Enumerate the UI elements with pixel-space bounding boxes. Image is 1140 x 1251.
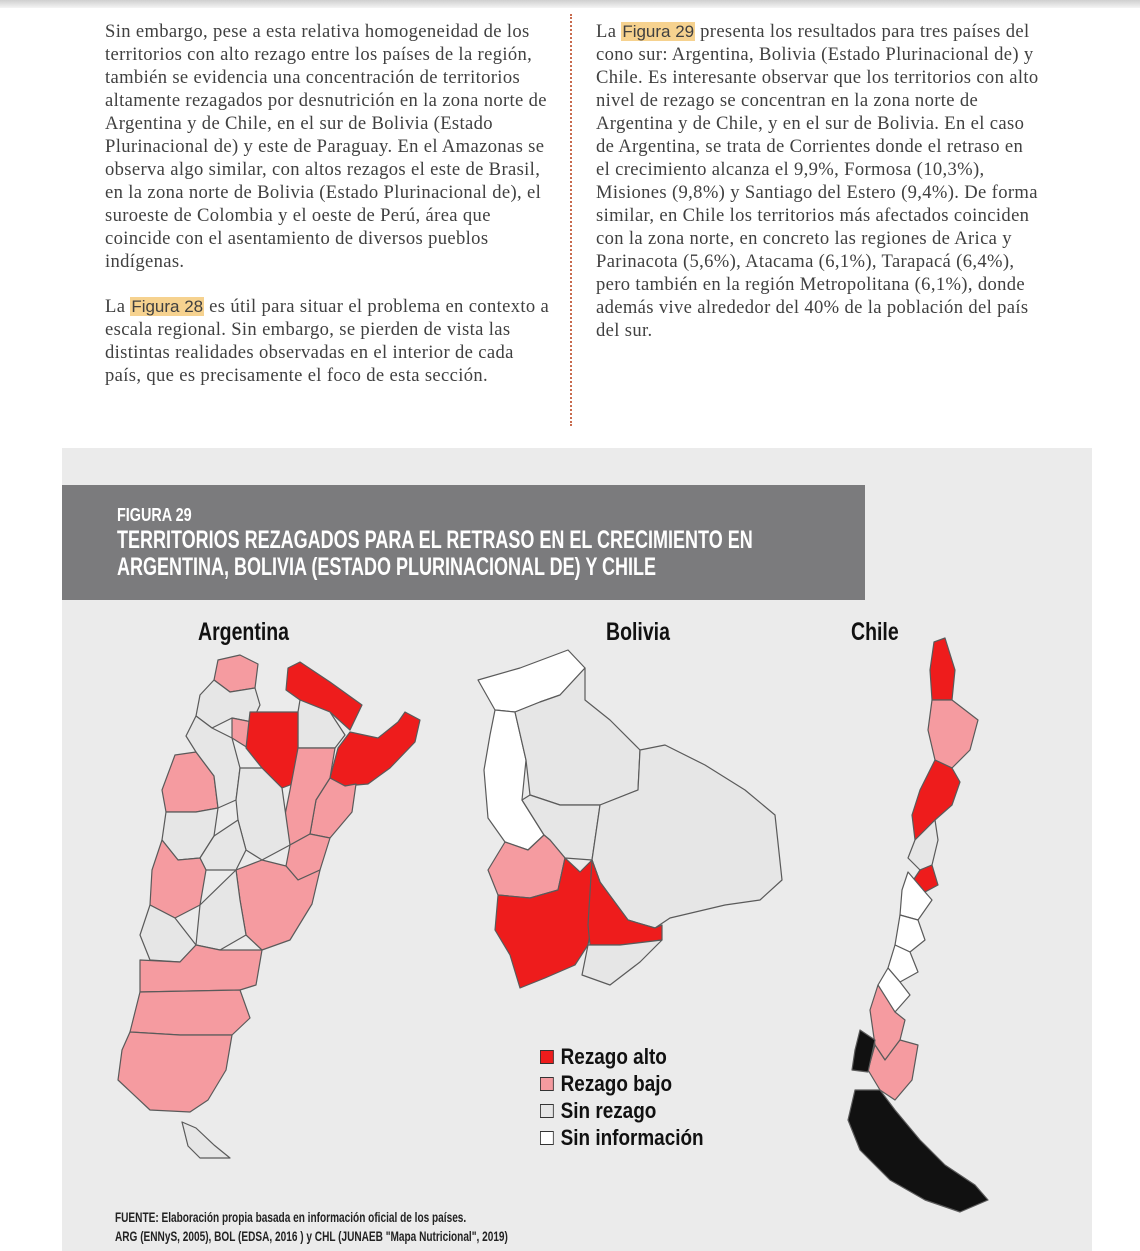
paragraph: Sin embargo, pese a esta relativa homogeneidad de los territorios con alto rezago entre los países de la región, también se evidencia una concentración de territorios altamente rezagados por desnutrición en la zona norte de Argentina y de Chile, en el sur de Bolivia (Estado Plurinacional de) y este de Paraguay. En el Amazonas se observa algo similar, con altos rezagos el este de Brasil, en la zona norte de Bolivia (Estado Plurinacional de), el suroeste de Colombia y el oeste de Perú, área que coincide con el asentamiento de diversos pueblos indígenas. xyxy=(105,21,547,272)
map-label-bolivia: Bolivia xyxy=(606,618,670,646)
map-legend xyxy=(540,1043,730,1151)
region-tarapaca-antofagasta xyxy=(928,700,978,768)
chile-map xyxy=(848,638,988,1212)
figure-28-link[interactable]: Figura 28 xyxy=(131,297,204,316)
legend-label: Rezago bajo xyxy=(560,1070,673,1096)
legend-item-rezago-alto xyxy=(540,1043,704,1070)
paragraph-text: es útil para situar el problema en contexto a escala regional. Sin embargo, se pierden de vista las distintas realidades observadas en el interior de cada país, que es precisamente el foco de esta sección. xyxy=(105,296,550,386)
legend-item-sin-rezago xyxy=(540,1097,704,1124)
legend-swatch xyxy=(540,1050,554,1064)
region-tierra-del-fuego xyxy=(182,1122,230,1158)
region-santa-cruz xyxy=(118,1032,232,1112)
region-arica xyxy=(930,638,955,700)
legend-swatch xyxy=(540,1077,554,1091)
source-line: FUENTE: Elaboración propia basada en información oficial de los países. xyxy=(115,1209,467,1225)
legend-label: Sin información xyxy=(560,1124,704,1150)
paragraph-text: La xyxy=(596,21,622,42)
source-line: ARG (ENNyS, 2005), BOL (EDSA, 2016 ) y CHL (JUNAEB "Mapa Nutricional", 2019) xyxy=(115,1228,508,1244)
paragraph-text: presenta los resultados para tres países del cono sur: Argentina, Bolivia (Estado Plurinacional de) y Chile. Es interesante observar que los territorios con alto nivel de rezago se concentran en la zona norte de Argentina y de Chile, y en el sur de Bolivia. En el caso de Argentina, se trata de Corrientes donde el retraso en el crecimiento alcanza el 9,9%, Formosa (10,3%), Misiones (9,8%) y Santiago del Estero (9,4%). De forma similar, en Chile los territorios más afectados coinciden con la zona norte, en concreto las regiones de Arica y Parinacota (5,6%), Atacama (6,1%), Tarapacá (6,4%), pero también en la región Metropolitana (6,1%), donde además vive alrededor del 40% de la población del país del sur. xyxy=(596,21,1039,341)
map-label-argentina: Argentina xyxy=(198,618,290,646)
figure-number: FIGURA 29 xyxy=(117,505,192,525)
region-magallanes xyxy=(848,1090,988,1212)
figure-source xyxy=(115,1208,619,1246)
paragraph-text: La xyxy=(105,296,131,317)
legend-swatch xyxy=(540,1104,554,1118)
figure-title: TERRITORIOS REZAGADOS PARA EL RETRASO EN EL CRECIMIENTO EN ARGENTINA, BOLIVIA (ESTADO PLURINACIONAL DE) Y CHILE xyxy=(117,526,753,581)
legend-item-sin-informacion xyxy=(540,1124,704,1151)
region-tarija xyxy=(582,940,662,985)
legend-swatch xyxy=(540,1131,554,1145)
legend-item-rezago-bajo xyxy=(540,1070,704,1097)
figure-29-link[interactable]: Figura 29 xyxy=(622,22,695,41)
bolivia-map xyxy=(478,650,782,988)
region-chubut xyxy=(130,990,250,1035)
legend-label: Rezago alto xyxy=(560,1043,667,1069)
map-label-chile: Chile xyxy=(851,618,899,646)
argentina-map xyxy=(118,655,420,1158)
legend-label: Sin rezago xyxy=(560,1097,657,1123)
